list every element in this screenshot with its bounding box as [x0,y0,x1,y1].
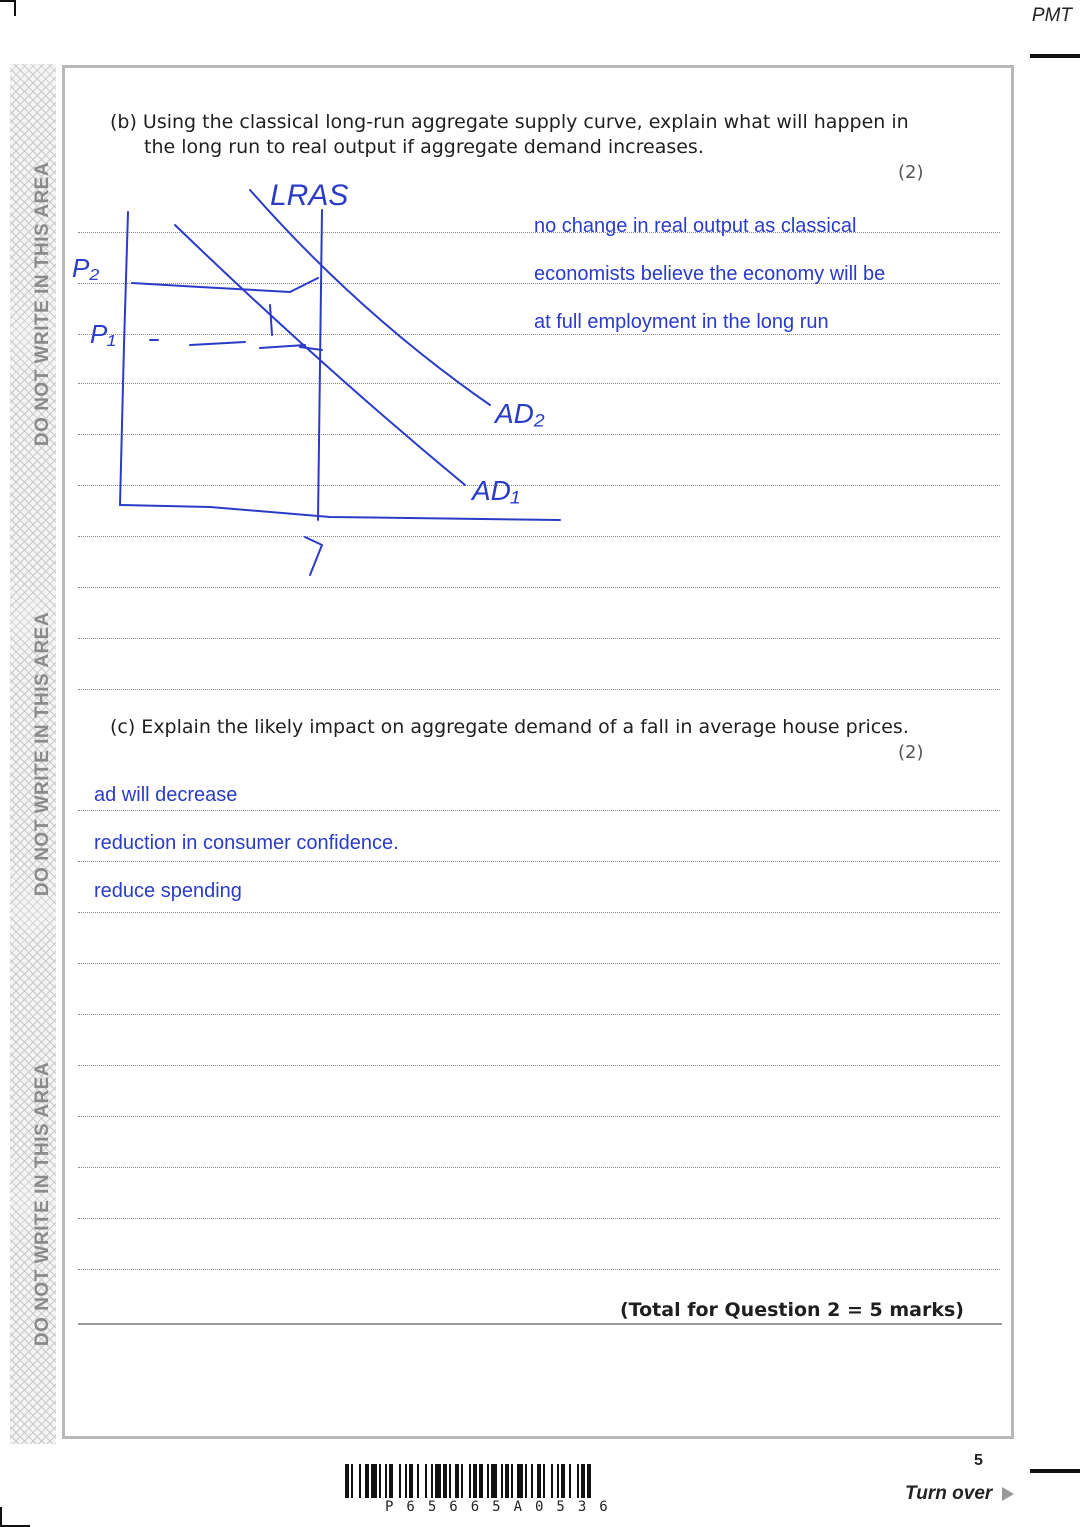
barcode-bar [345,1464,349,1498]
sketch-mark [270,305,272,335]
turn-over-text: Turn over [905,1483,993,1504]
barcode-bar [409,1464,413,1498]
barcode-bar [525,1464,527,1498]
barcode-bar [581,1464,585,1498]
barcode-bar [405,1464,407,1498]
barcode-bar [359,1464,361,1498]
barcode-bar [561,1464,565,1498]
price-axis [120,212,128,505]
arrow-right-icon [1002,1487,1014,1501]
y-label-mark [305,537,322,575]
answer-c-line3: reduce spending [94,880,242,902]
question-b-marks: (2) [898,162,924,183]
answer-line [78,1014,1000,1015]
barcode-bar [551,1464,553,1498]
margin-warning-text: DO NOT WRITE IN THIS AREA [32,161,53,447]
question-c-marks: (2) [898,742,924,763]
margin-warning-text: DO NOT WRITE IN THIS AREA [32,611,53,897]
barcode-bar [587,1464,591,1498]
barcode-bar [577,1464,579,1498]
barcode-bar [487,1464,489,1498]
p1-dashed-line [150,340,322,350]
barcode-bar [557,1464,559,1498]
crop-mark-bottom-left-v [0,1507,2,1527]
barcode-bar [501,1464,503,1498]
answer-line [78,1269,1000,1270]
crop-mark-top-left-v [14,0,16,16]
margin-warning-text: DO NOT WRITE IN THIS AREA [32,1061,53,1347]
crop-mark-top-right [1030,54,1080,58]
barcode-bar [443,1464,447,1498]
answer-line [78,1218,1000,1219]
barcode-bar [479,1464,483,1498]
barcode-text: P65665A0536 [385,1499,621,1515]
answer-line [78,1116,1000,1117]
barcode-bar [517,1464,523,1498]
answer-line [78,587,1000,588]
output-axis [120,505,560,520]
ad2-curve [250,190,490,405]
p1-label: P₁ [90,319,116,349]
ad2-label: AD₂ [495,398,545,429]
barcode-bar [389,1464,393,1498]
turn-over [905,1483,1014,1505]
barcode-bar [469,1464,471,1498]
p2-dashed-line [132,278,318,292]
ad-as-sketch [60,165,580,585]
page-number: 5 [974,1452,983,1469]
answer-c-line1: ad will decrease [94,784,238,806]
barcode-bar [435,1464,441,1498]
answer-line [78,861,1000,862]
barcode-bar [417,1464,419,1498]
barcode-bar [425,1464,427,1498]
barcode [345,1464,735,1498]
barcode-bar [371,1464,377,1498]
do-not-write-margin [10,64,56,1444]
barcode-bar [473,1464,477,1498]
answer-line [78,1065,1000,1066]
answer-b-line2: economists believe the economy will be [534,263,886,285]
barcode-bar [455,1464,459,1498]
answer-line [78,810,1000,811]
barcode-bar [505,1464,509,1498]
p2-label: P₂ [72,253,100,283]
answer-line [78,638,1000,639]
lras-curve [318,210,322,520]
answer-line [78,689,1000,690]
answer-b-line3: at full employment in the long run [534,311,829,333]
answer-b-line1: no change in real output as classical [534,215,857,237]
barcode-bar [461,1464,463,1498]
total-rule [78,1323,1002,1325]
lras-label: LRAS [270,179,349,212]
ad1-label: AD₁ [472,475,520,506]
question-total: (Total for Question 2 = 5 marks) [620,1299,964,1321]
barcode-bar [365,1464,369,1498]
barcode-bar [543,1464,545,1498]
answer-c-line2: reduction in consumer confidence. [94,832,399,854]
question-c-text: (c) Explain the likely impact on aggregate demand of a fall in average house prices. [110,716,909,738]
barcode-bar [537,1464,541,1498]
answer-line [78,1167,1000,1168]
barcode-bar [491,1464,497,1498]
barcode-bar [431,1464,433,1498]
barcode-bar [511,1464,513,1498]
barcode-bar [379,1464,381,1498]
pmt-label: PMT [1031,5,1072,26]
answer-line [78,912,1000,913]
answer-line [78,963,1000,964]
question-b-line2: the long run to real output if aggregate demand increases. [144,136,704,158]
crop-mark-bottom-right [1030,1469,1080,1473]
barcode-bar [351,1464,353,1498]
barcode-bar [385,1464,387,1498]
barcode-bar [399,1464,401,1498]
barcode-bar [531,1464,533,1498]
barcode-bar [449,1464,451,1498]
barcode-bar [569,1464,571,1498]
question-b-line1: (b) Using the classical long-run aggregate supply curve, explain what will happen in [110,111,909,133]
